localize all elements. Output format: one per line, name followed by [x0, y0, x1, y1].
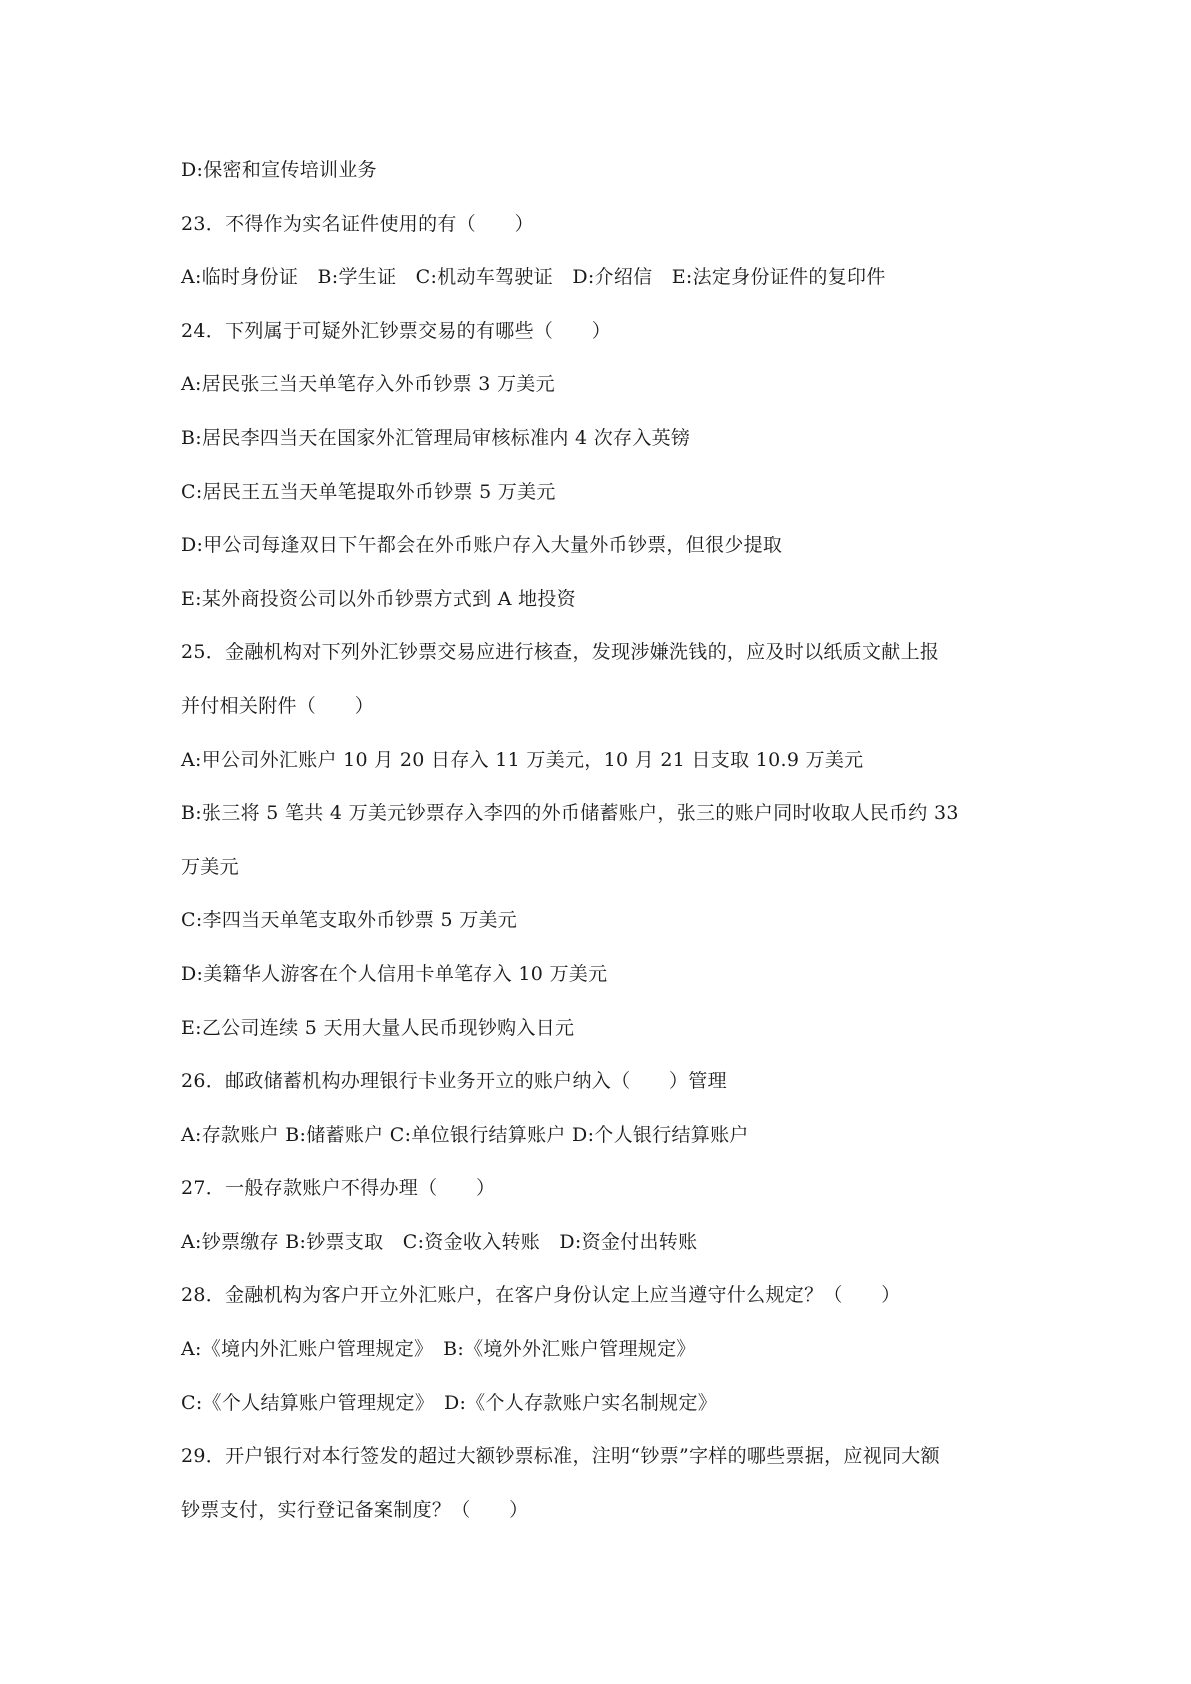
question-23: 23．不得作为实名证件使用的有（ ）	[181, 212, 534, 235]
question-28: 28．金融机构为客户开立外汇账户，在客户身份认定上应当遵守什么规定？（ ）	[181, 1284, 901, 1307]
option-text: C:李四当天单笔支取外币钞票 5 万美元	[181, 909, 518, 932]
question-26: 26．邮政储蓄机构办理银行卡业务开立的账户纳入（ ）管理	[181, 1070, 727, 1093]
option-text: A:甲公司外汇账户 10 月 20 日存入 11 万美元，10 月 21 日支取 10.9 万美元	[181, 748, 864, 771]
option-text: D:甲公司每逢双日下午都会在外币账户存入大量外币钞票，但很少提取	[181, 534, 783, 557]
option-text: E:某外商投资公司以外币钞票方式到 A 地投资	[181, 587, 576, 610]
option-text: A:《境内外汇账户管理规定》 B:《境外外汇账户管理规定》	[181, 1338, 696, 1361]
document-body	[181, 155, 1041, 1548]
question-24: 24．下列属于可疑外汇钞票交易的有哪些（ ）	[181, 319, 612, 342]
question-25-continuation: 并付相关附件（ ）	[181, 694, 375, 717]
option-text: B:居民李四当天在国家外汇管理局审核标准内 4 次存入英镑	[181, 426, 691, 449]
question-29: 29．开户银行对本行签发的超过大额钞票标准，注明“钞票”字样的哪些票据，应视同大额	[181, 1445, 940, 1468]
option-text: D:美籍华人游客在个人信用卡单笔存入 10 万美元	[181, 962, 608, 985]
option-text: C:居民王五当天单笔提取外币钞票 5 万美元	[181, 480, 556, 503]
question-25: 25．金融机构对下列外汇钞票交易应进行核查，发现涉嫌洗钱的，应及时以纸质文献上报	[181, 641, 940, 664]
option-text: E:乙公司连续 5 天用大量人民币现钞购入日元	[181, 1016, 575, 1039]
question-27: 27．一般存款账户不得办理（ ）	[181, 1177, 496, 1200]
option-text: D:保密和宣传培训业务	[181, 159, 377, 181]
option-text: A:钞票缴存 B:钞票支取 C:资金收入转账 D:资金付出转账	[181, 1230, 698, 1253]
option-text: A:临时身份证 B:学生证 C:机动车驾驶证 D:介绍信 E:法定身份证件的复印件	[181, 266, 886, 289]
option-text: C:《个人结算账户管理规定》 D:《个人存款账户实名制规定》	[181, 1391, 718, 1414]
option-text: B:张三将 5 笔共 4 万美元钞票存入李四的外币储蓄账户，张三的账户同时收取人民币约 33	[181, 802, 959, 825]
option-text: A:居民张三当天单笔存入外币钞票 3 万美元	[181, 373, 555, 396]
option-text-continuation: 万美元	[181, 855, 239, 878]
option-text: A:存款账户 B:储蓄账户 C:单位银行结算账户 D:个人银行结算账户	[181, 1123, 749, 1146]
question-29-continuation: 钞票支付，实行登记备案制度？（ ）	[181, 1498, 529, 1521]
